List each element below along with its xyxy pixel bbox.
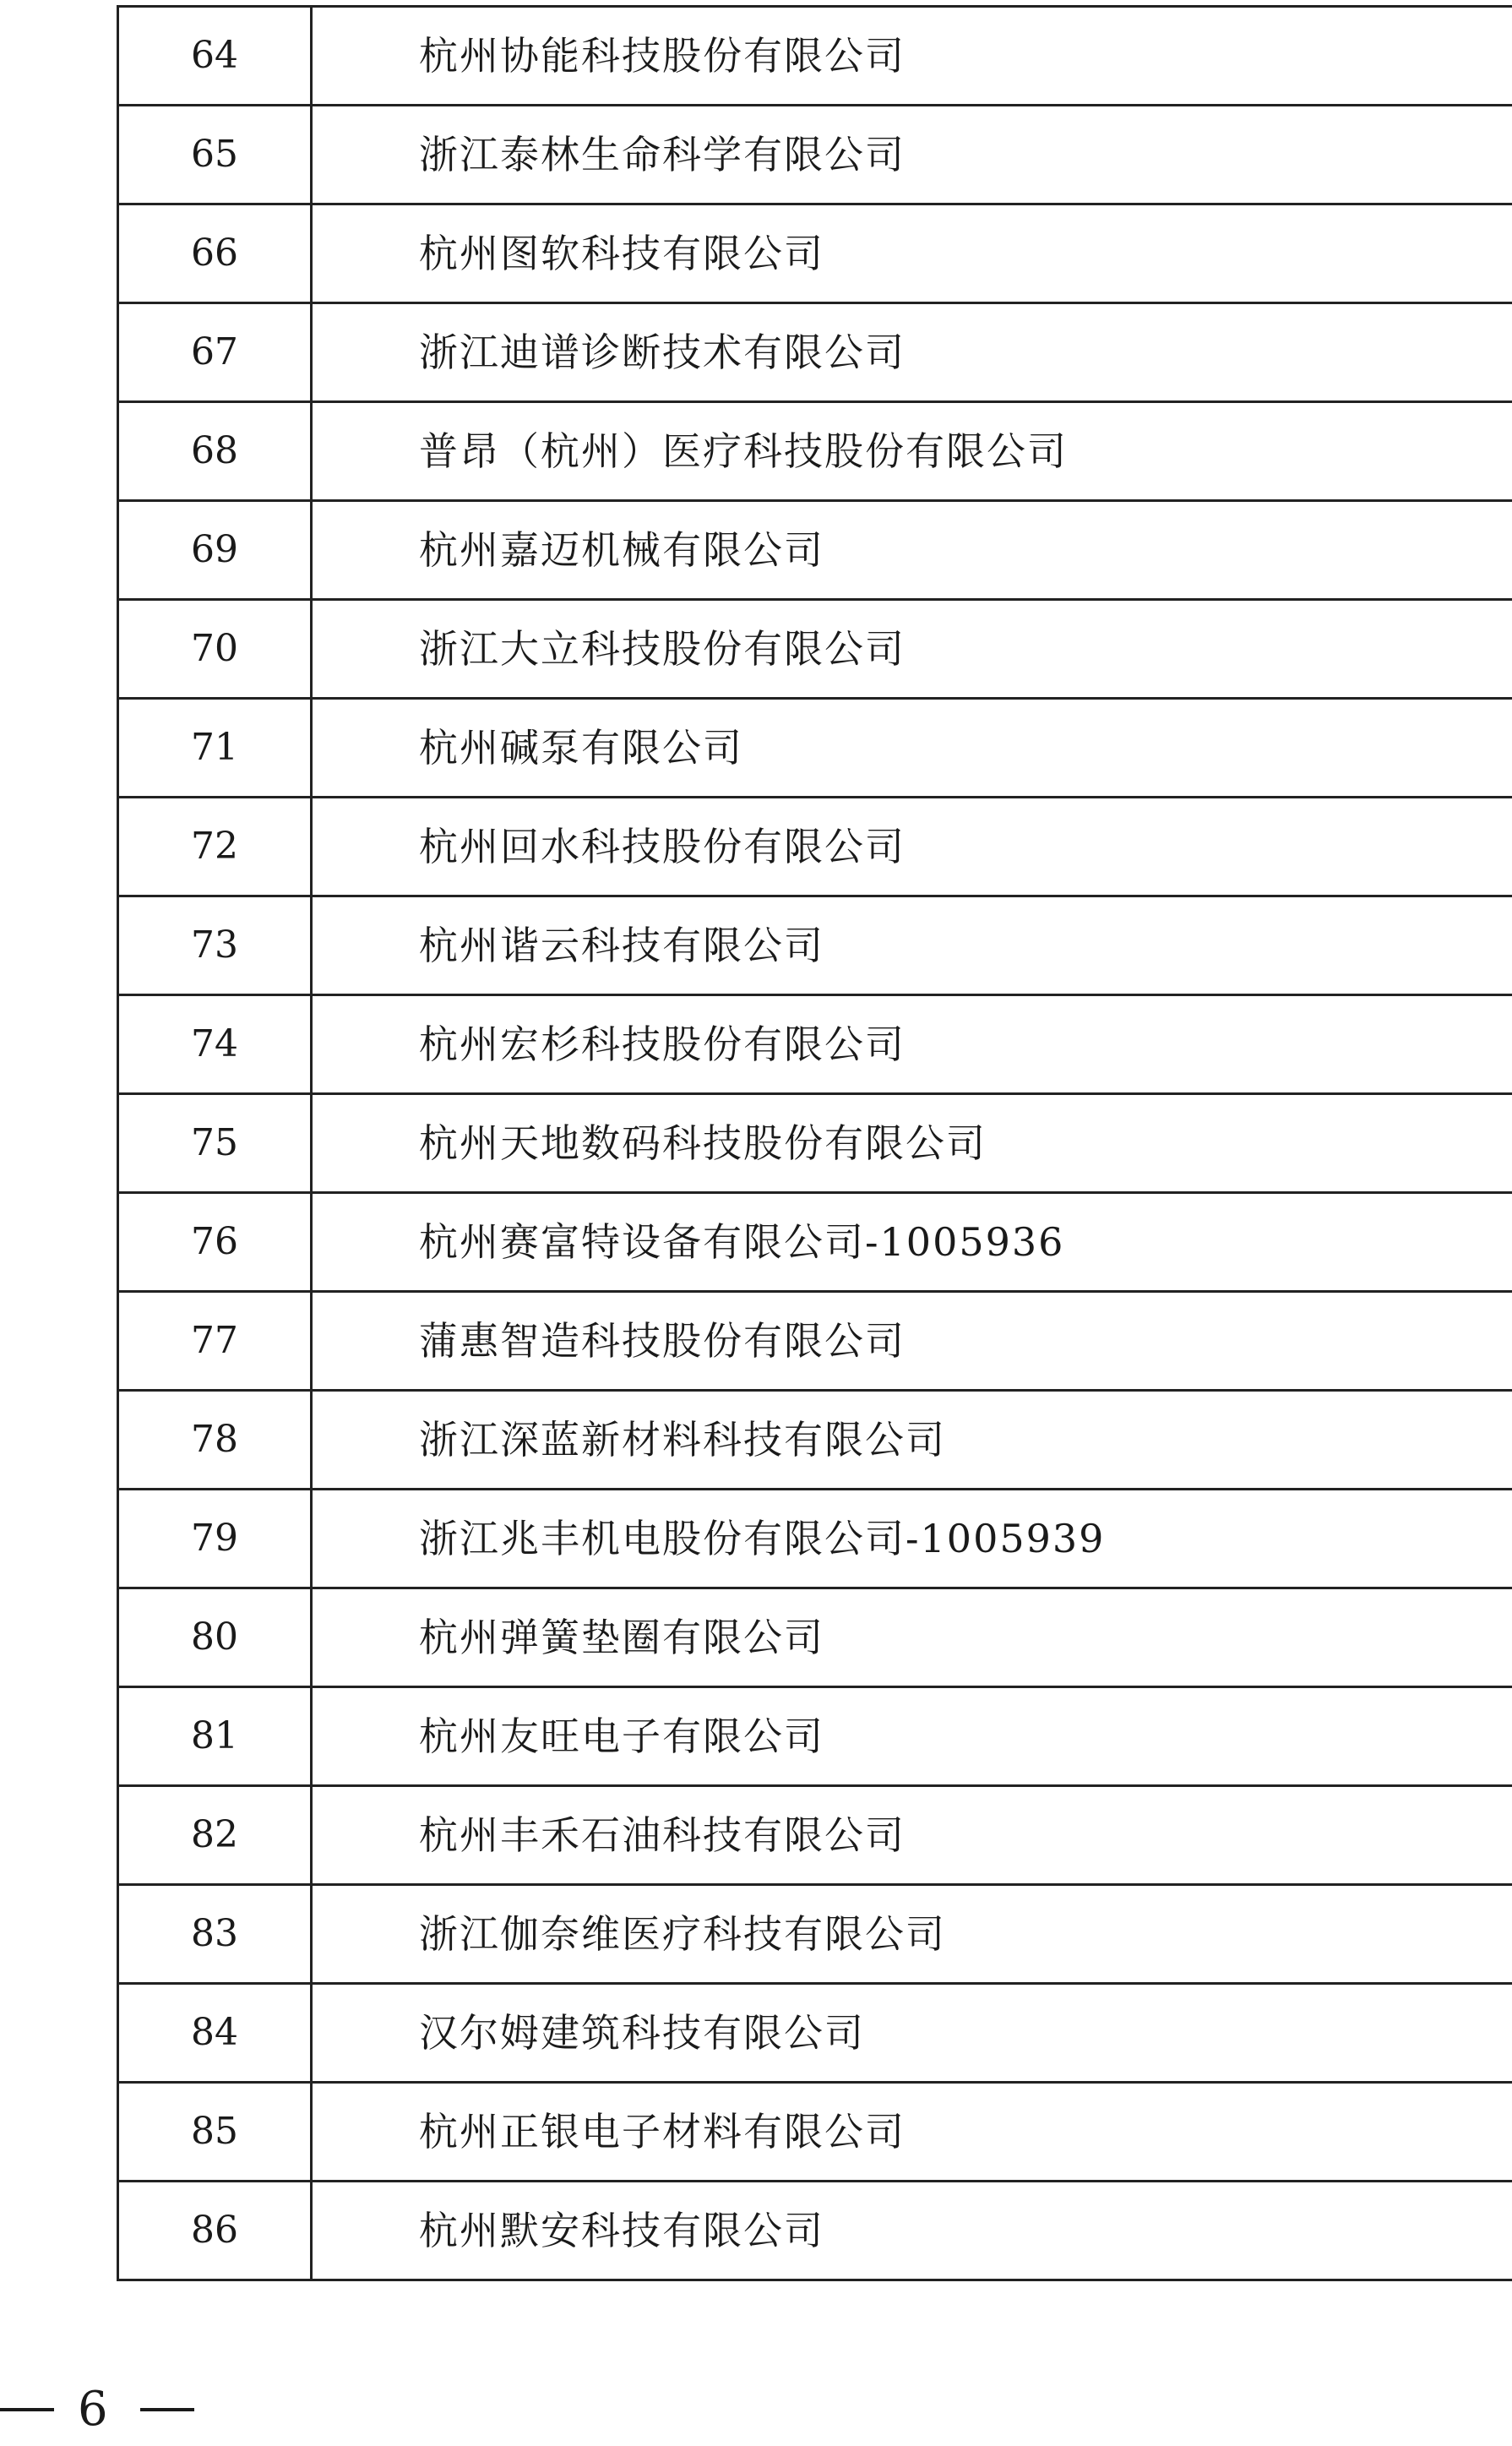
company-name-cell: 浙江兆丰机电股份有限公司-1005939 [312,1490,1512,1588]
company-name-cell: 杭州碱泵有限公司 [312,699,1512,798]
table-row [118,2083,1512,2182]
company-name-cell: 汉尔姆建筑科技有限公司 [312,1984,1512,2083]
row-number-cell: 82 [118,1786,312,1885]
company-list-table [117,5,1512,2281]
table-row [118,1786,1512,1885]
row-number-cell: 86 [118,2182,312,2280]
table-row [118,204,1512,303]
company-name-cell: 浙江深蓝新材料科技有限公司 [312,1391,1512,1490]
table-row [118,1687,1512,1786]
company-name-cell: 杭州宏杉科技股份有限公司 [312,995,1512,1094]
row-number-cell: 67 [118,303,312,402]
company-name-cell: 杭州回水科技股份有限公司 [312,798,1512,896]
company-name-cell: 普昂（杭州）医疗科技股份有限公司 [312,402,1512,501]
footer-dash-right [140,2408,194,2411]
row-number-cell: 80 [118,1588,312,1687]
row-number-cell: 66 [118,204,312,303]
row-number-cell: 75 [118,1094,312,1193]
table-row [118,7,1512,106]
company-list-body [118,7,1512,2280]
row-number-cell: 76 [118,1193,312,1292]
row-number-cell: 74 [118,995,312,1094]
row-number-cell: 68 [118,402,312,501]
table-row [118,1391,1512,1490]
row-number-cell: 79 [118,1490,312,1588]
company-name-cell: 杭州赛富特设备有限公司-1005936 [312,1193,1512,1292]
table-row [118,1588,1512,1687]
table-row [118,995,1512,1094]
table-row [118,106,1512,204]
row-number-cell: 84 [118,1984,312,2083]
page-footer [0,2376,194,2443]
company-name-cell: 杭州图软科技有限公司 [312,204,1512,303]
company-name-cell: 杭州默安科技有限公司 [312,2182,1512,2280]
row-number-cell: 64 [118,7,312,106]
row-number-cell: 83 [118,1885,312,1984]
footer-dash-left [0,2408,54,2411]
company-name-cell: 浙江泰林生命科学有限公司 [312,106,1512,204]
table-row [118,600,1512,699]
table-row [118,1885,1512,1984]
table-row [118,699,1512,798]
table-row [118,1292,1512,1391]
table-row [118,1193,1512,1292]
table-row [118,2182,1512,2280]
table-row [118,896,1512,995]
company-name-cell: 杭州友旺电子有限公司 [312,1687,1512,1786]
table-row [118,1094,1512,1193]
table-row [118,402,1512,501]
company-name-cell: 杭州弹簧垫圈有限公司 [312,1588,1512,1687]
row-number-cell: 70 [118,600,312,699]
row-number-cell: 78 [118,1391,312,1490]
table-row [118,303,1512,402]
row-number-cell: 77 [118,1292,312,1391]
table-row [118,501,1512,600]
company-name-cell: 浙江迪谱诊断技术有限公司 [312,303,1512,402]
row-number-cell: 71 [118,699,312,798]
table-row [118,1490,1512,1588]
row-number-cell: 81 [118,1687,312,1786]
table-row [118,1984,1512,2083]
row-number-cell: 65 [118,106,312,204]
row-number-cell: 72 [118,798,312,896]
company-name-cell: 杭州天地数码科技股份有限公司 [312,1094,1512,1193]
company-name-cell: 蒲惠智造科技股份有限公司 [312,1292,1512,1391]
company-name-cell: 杭州嘉迈机械有限公司 [312,501,1512,600]
row-number-cell: 85 [118,2083,312,2182]
row-number-cell: 73 [118,896,312,995]
company-name-cell: 杭州协能科技股份有限公司 [312,7,1512,106]
company-name-cell: 杭州正银电子材料有限公司 [312,2083,1512,2182]
company-name-cell: 浙江伽奈维医疗科技有限公司 [312,1885,1512,1984]
company-name-cell: 杭州谐云科技有限公司 [312,896,1512,995]
table-row [118,798,1512,896]
company-name-cell: 杭州丰禾石油科技有限公司 [312,1786,1512,1885]
page-number: 6 [78,2382,108,2437]
company-name-cell: 浙江大立科技股份有限公司 [312,600,1512,699]
row-number-cell: 69 [118,501,312,600]
